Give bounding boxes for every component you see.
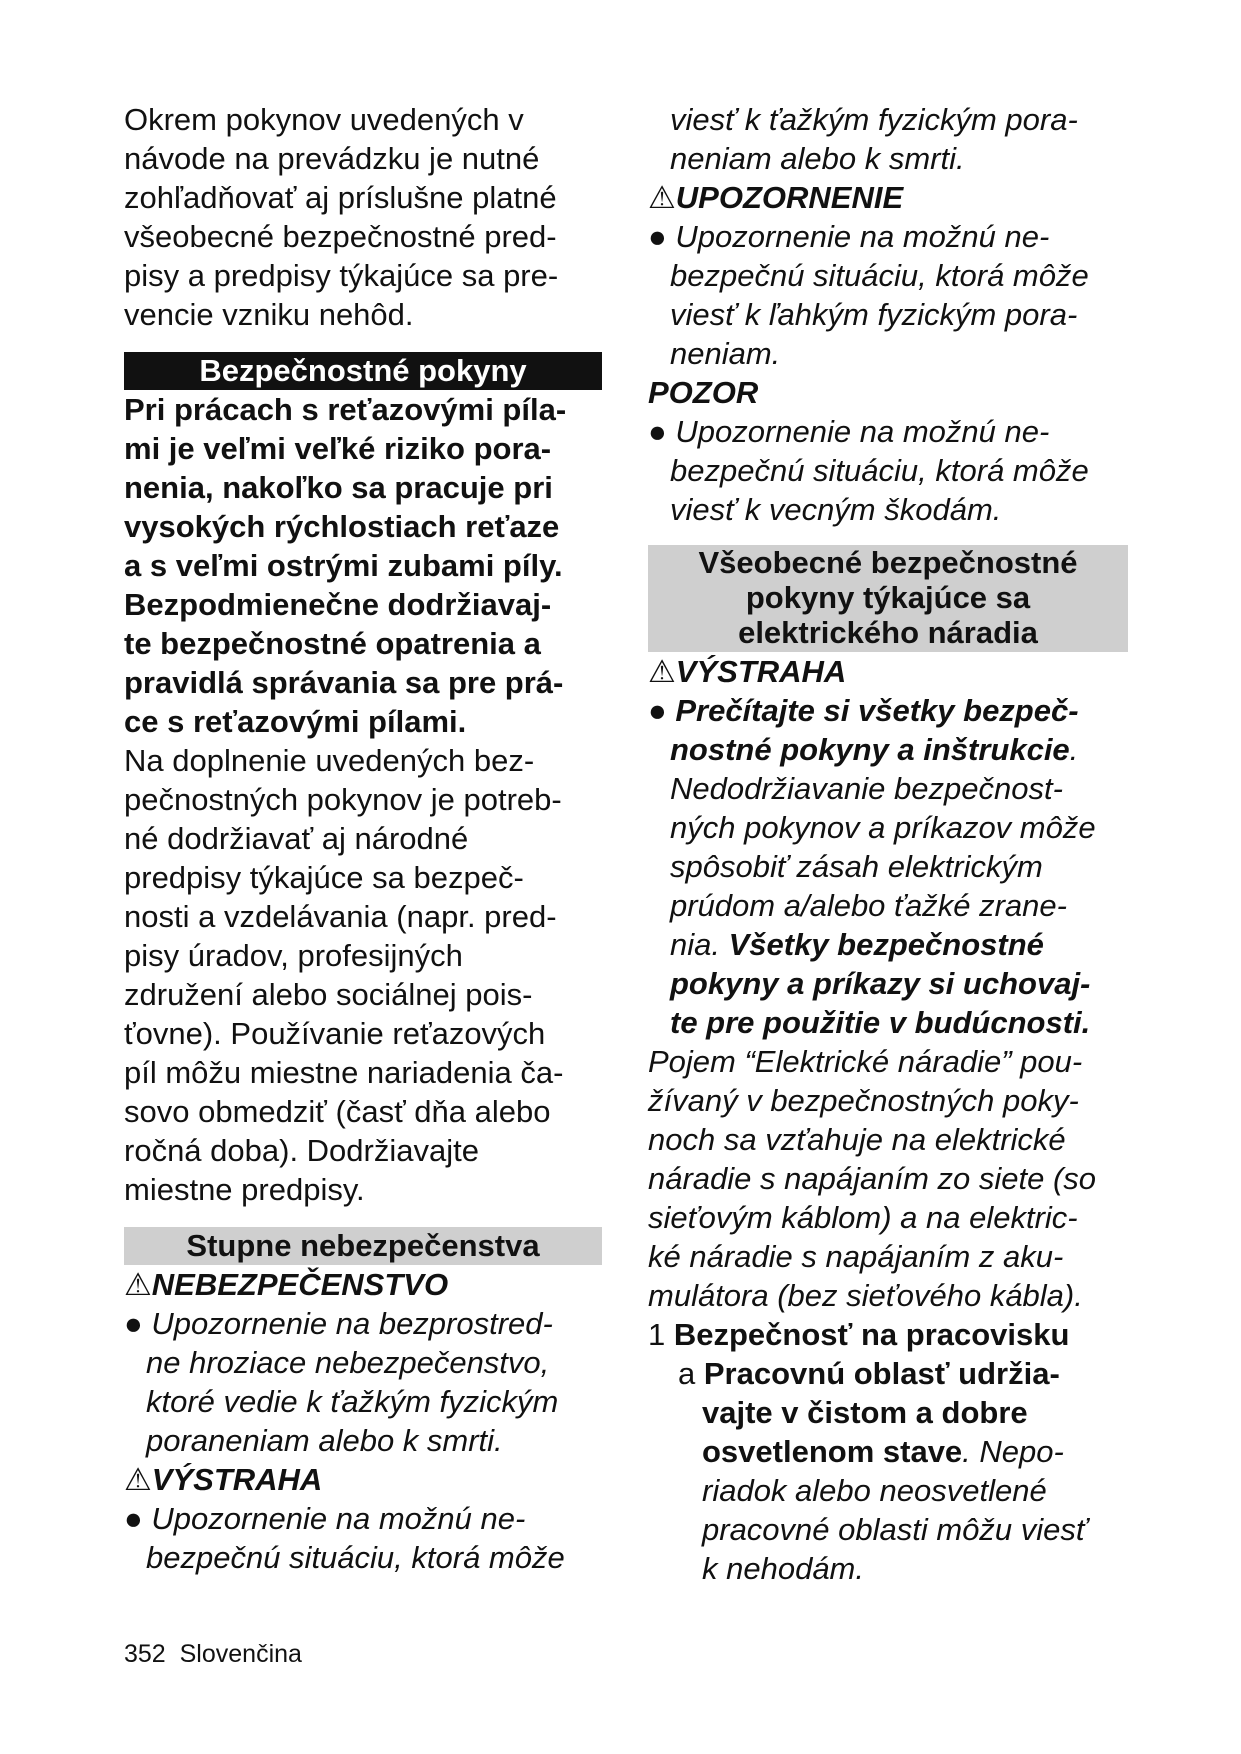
text-line: Nedodržiavanie bezpečnost-	[670, 771, 1063, 806]
bold-line: vysokých rýchlostiach reťaze	[124, 509, 560, 544]
warning-triangle-icon: ⚠	[648, 654, 676, 689]
bold-line: ● Prečítajte si všetky bezpeč-	[648, 693, 1079, 728]
general-safety-heading	[648, 545, 1128, 652]
danger-description	[124, 1304, 602, 1460]
intro-line: návode na prevádzku je nutné	[124, 141, 540, 176]
text-line: noch sa vzťahuje na elektrické	[648, 1122, 1066, 1157]
warning-triangle-icon: ⚠	[124, 1267, 152, 1302]
text-line: neniam alebo k smrti.	[670, 141, 965, 176]
text-line: neniam.	[670, 336, 781, 371]
text-line: viesť k vecným škodám.	[670, 492, 1002, 527]
text-line: ké náradie s napájaním z aku-	[648, 1239, 1064, 1274]
text-line: nosti a vzdelávania (napr. pred-	[124, 899, 557, 934]
intro-line: Okrem pokynov uvedených v	[124, 102, 524, 137]
text-line: ● Upozornenie na možnú ne-	[648, 219, 1050, 254]
caution-label-text: UPOZORNENIE	[675, 180, 904, 215]
text-line: . Nepo-	[962, 1434, 1064, 1469]
power-tool-term-paragraph	[648, 1042, 1128, 1315]
section-number: 1	[648, 1317, 674, 1352]
bold-line: pravidlá správania sa pre prá-	[124, 665, 564, 700]
text-line: né dodržiavať aj národné	[124, 821, 469, 856]
text-line: viesť k ťažkým fyzickým pora-	[670, 102, 1078, 137]
page-footer	[124, 1640, 302, 1669]
warning-triangle-icon: ⚠	[648, 180, 676, 215]
text-line: Na doplnenie uvedených bez-	[124, 743, 535, 778]
bold-line: ce s reťazovými pílami.	[124, 704, 467, 739]
text-line: k nehodám.	[702, 1551, 864, 1586]
intro-line: všeobecné bezpečnostné pred-	[124, 219, 557, 254]
bold-line: Bezpodmienečne dodržiavaj-	[124, 587, 552, 622]
safety-instructions-heading: Bezpečnostné pokyny	[124, 352, 602, 390]
intro-line: vencie vzniku nehôd.	[124, 297, 414, 332]
text-line: ● Upozornenie na bezprostred-	[124, 1306, 553, 1341]
section-1-heading	[648, 1315, 1128, 1354]
bold-line: te pre použitie v budúcnosti.	[670, 1005, 1091, 1040]
text-line: sieťovým káblom) a na elektric-	[648, 1200, 1078, 1235]
text-line: ne hroziace nebezpečenstvo,	[146, 1345, 550, 1380]
caution-description	[648, 217, 1128, 373]
text-line: združení alebo sociálnej pois-	[124, 977, 533, 1012]
text-line: ročná doba). Dodržiavajte	[124, 1133, 479, 1168]
warning-label	[124, 1460, 602, 1499]
bold-line: Pri prácach s reťazovými píla-	[124, 392, 567, 427]
bold-line: pokyny a príkazy si uchovaj-	[670, 966, 1091, 1001]
bold-line: osvetlenom stave	[702, 1434, 963, 1469]
text-line: nia.	[670, 927, 729, 962]
bold-line: vajte v čistom a dobre	[702, 1395, 1028, 1430]
text-line: spôsobiť zásah elektrickým	[670, 849, 1043, 884]
text-line: viesť k ľahkým fyzickým pora-	[670, 297, 1078, 332]
text-line: prúdom a/alebo ťažké zrane-	[670, 888, 1067, 923]
text-line: bezpečnú situáciu, ktorá môže	[670, 258, 1089, 293]
heading-line: elektrického náradia	[738, 615, 1038, 650]
text-line: poraneniam alebo k smrti.	[146, 1423, 503, 1458]
text-line: pracovné oblasti môžu viesť	[702, 1512, 1087, 1547]
text-line: ● Upozornenie na možnú ne-	[124, 1501, 526, 1536]
bold-line: te bezpečnostné opatrenia a	[124, 626, 541, 661]
text-line: sovo obmedziť (časť dňa alebo	[124, 1094, 551, 1129]
text-line: predpisy týkajúce sa bezpeč-	[124, 860, 524, 895]
text-line: píl môžu miestne nariadenia ča-	[124, 1055, 564, 1090]
notice-description	[648, 412, 1128, 529]
warning-label-2	[648, 652, 1128, 691]
heading-line: Všeobecné bezpečnostné	[698, 545, 1078, 580]
caution-label	[648, 178, 1128, 217]
chainsaw-risk-paragraph	[124, 390, 602, 741]
read-instructions-paragraph	[648, 691, 1128, 1042]
item-letter: a	[678, 1356, 704, 1391]
footer-language: Slovenčina	[179, 1640, 302, 1668]
warning-description-continued	[648, 100, 1128, 178]
text-line: žívaný v bezpečnostných poky-	[648, 1083, 1079, 1118]
text-line: náradie s napájaním zo siete (so	[648, 1161, 1097, 1196]
intro-line: zohľadňovať aj príslušne platné	[124, 180, 557, 215]
section-title: Bezpečnosť na pracovisku	[673, 1317, 1070, 1352]
notice-label: POZOR	[648, 375, 759, 410]
text-line: miestne predpisy.	[124, 1172, 365, 1207]
text-line: ● Upozornenie na možnú ne-	[648, 414, 1050, 449]
national-rules-paragraph	[124, 741, 602, 1209]
bold-line: Všetky bezpečnostné	[728, 927, 1044, 962]
text-line: ktoré vedie k ťažkým fyzickým	[146, 1384, 559, 1419]
text-line: pečnostných pokynov je potreb-	[124, 782, 562, 817]
bold-line: a s veľmi ostrými zubami píly.	[124, 548, 563, 583]
text-line: ťovne). Používanie reťazových	[124, 1016, 546, 1051]
bold-line: Pracovnú oblasť udržia-	[703, 1356, 1060, 1391]
text-line: pisy úradov, profesijných	[124, 938, 463, 973]
text-line: riadok alebo neosvetlené	[702, 1473, 1047, 1508]
hazard-levels-heading: Stupne nebezpečenstva	[124, 1227, 602, 1265]
bold-line: nenia, nakoľko sa pracuje pri	[124, 470, 553, 505]
text-line: Pojem “Elektrické náradie” pou-	[648, 1044, 1083, 1079]
page-number: 352	[124, 1640, 166, 1668]
warning-label-text: VÝSTRAHA	[151, 1462, 323, 1497]
danger-label	[124, 1265, 602, 1304]
text-line: mulátora (bez sieťového kábla).	[648, 1278, 1083, 1313]
text-line: bezpečnú situáciu, ktorá môže	[146, 1540, 565, 1575]
item-a-paragraph	[648, 1354, 1128, 1588]
text-line: bezpečnú situáciu, ktorá môže	[670, 453, 1089, 488]
heading-line: pokyny týkajúce sa	[745, 580, 1031, 615]
intro-paragraph	[124, 100, 602, 334]
danger-label-text: NEBEZPEČENSTVO	[151, 1267, 449, 1302]
left-column	[124, 100, 602, 1577]
warning-triangle-icon: ⚠	[124, 1462, 152, 1497]
bold-line: nostné pokyny a inštrukcie	[670, 732, 1070, 767]
text-line: ných pokynov a príkazov môže	[670, 810, 1096, 845]
period: .	[1069, 732, 1079, 767]
warning-description	[124, 1499, 602, 1577]
right-column	[648, 100, 1128, 1588]
warning-label-text: VÝSTRAHA	[675, 654, 847, 689]
intro-line: pisy a predpisy týkajúce sa pre-	[124, 258, 559, 293]
bold-line: mi je veľmi veľké riziko pora-	[124, 431, 552, 466]
